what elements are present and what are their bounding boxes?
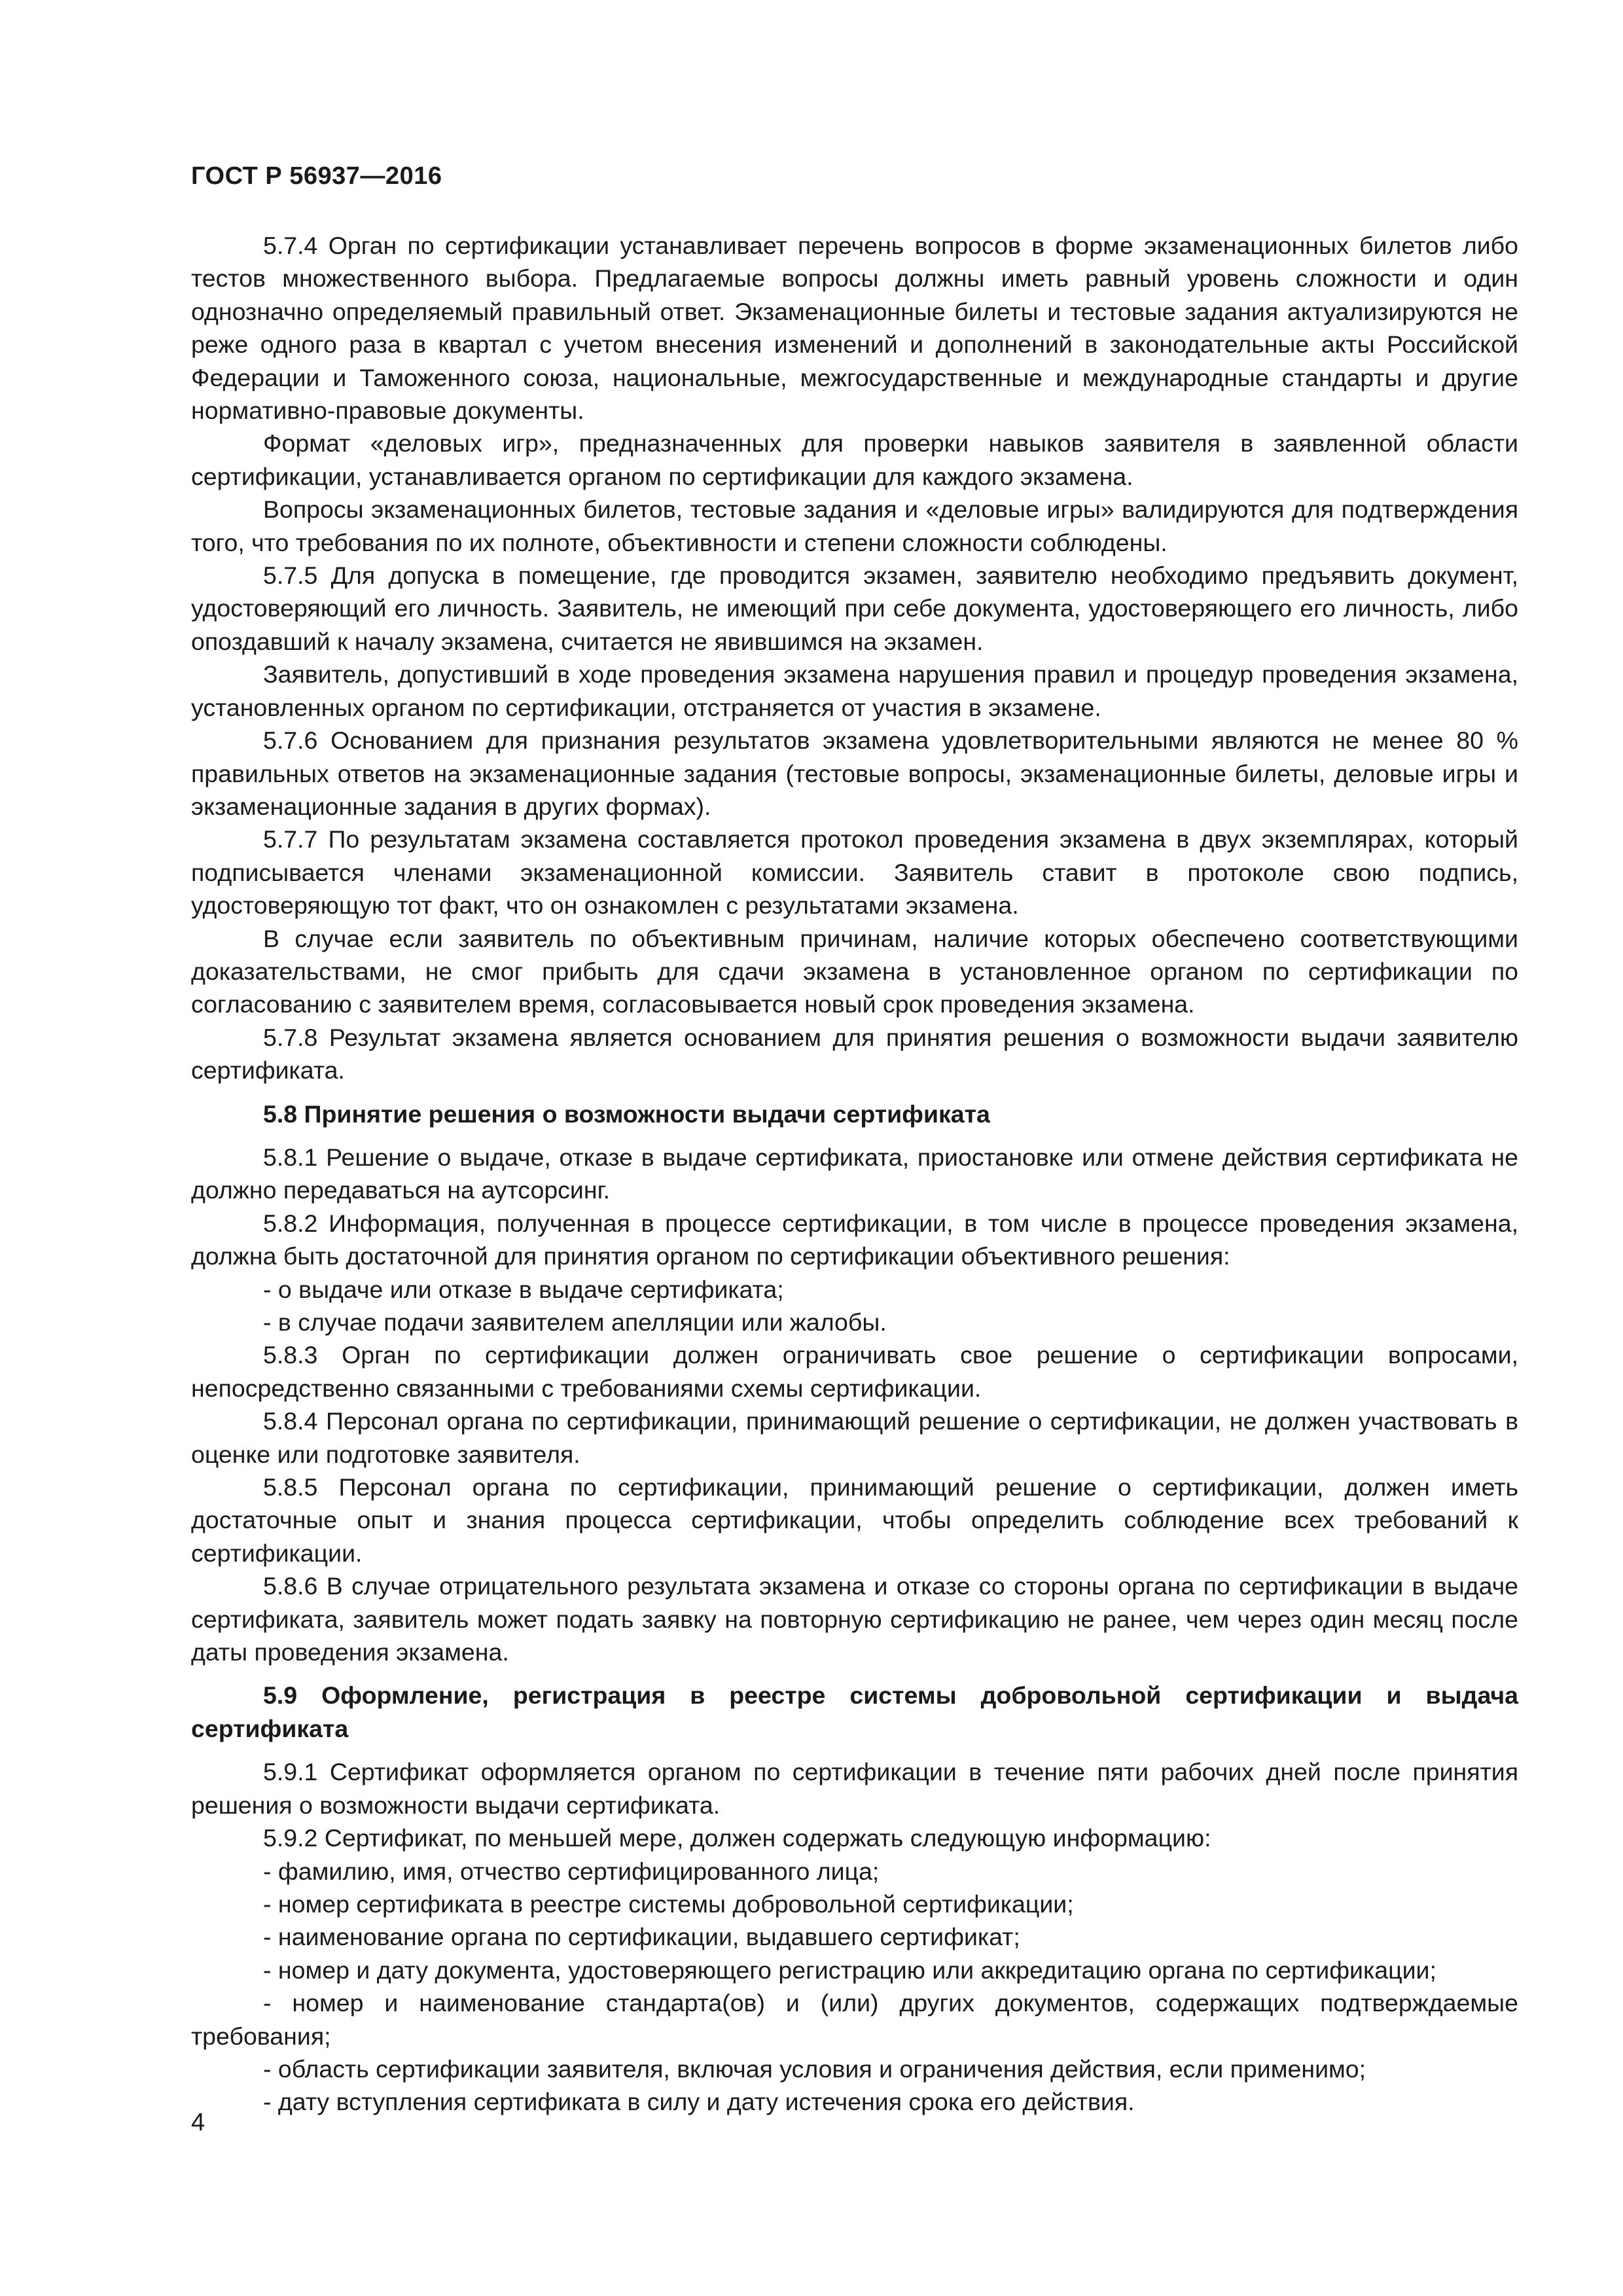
list-item: - область сертификации заявителя, включая условия и ограничения действия, если применимо; xyxy=(263,2054,1366,2083)
list-item: - о выдаче или отказе в выдаче сертификата; xyxy=(263,1275,784,1303)
paragraph-5-7-8: 5.7.8 Результат экзамена является основанием для принятия решения о возможности выдачи заявителю сертификата. xyxy=(191,1023,1518,1085)
paragraph-5-7-7: 5.7.7 По результатам экзамена составляется протокол проведения экзамена в двух экземплярах, который подписывается членами экзаменационной комиссии. Заявитель ставит в протоколе свою подпись, удостоверяющую тот факт, что он ознакомлен с результатами экзамена. xyxy=(191,825,1518,920)
paragraph-5-7-4: 5.7.4 Орган по сертификации устанавливает перечень вопросов в форме экзаменационных билетов либо тестов множественного выбора. Предлагаемые вопросы должны иметь равный уровень сложности и один однозначно определяемый правильный ответ. Экзаменационные билеты и тестовые задания актуализируются не реже одного раза в квартал с учетом внесения изменений и дополнений в законодательные акты Российской Федерации и Таможенного союза, национальные, межгосударственные и международные стандарты и другие нормативно-правовые документы. xyxy=(191,232,1518,425)
document-header: ГОСТ Р 56937—2016 xyxy=(191,162,442,190)
paragraph-5-9-1: 5.9.1 Сертификат оформляется органом по сертификации в течение пяти рабочих дней после принятия решения о возможности выдачи сертификата. xyxy=(191,1758,1518,1819)
paragraph-5-9-2: 5.9.2 Сертификат, по меньшей мере, должен содержать следующую информацию: xyxy=(263,1824,1211,1852)
paragraph-5-8-1: 5.8.1 Решение о выдаче, отказе в выдаче сертификата, приостановке или отмене действия сертификата не должно передаваться на аутсорсинг. xyxy=(191,1143,1518,1204)
paragraph-objective-reasons: В случае если заявитель по объективным причинам, наличие которых обеспечено соответствующими доказательствами, не смог прибыть для сдачи экзамена в установленное органом по сертификации по согласованию с заявителем время, согласовывается новый срок проведения экзамена. xyxy=(191,924,1518,1018)
list-item: - наименование органа по сертификации, выдавшего сертификат; xyxy=(263,1923,1020,1951)
section-heading-5-9: 5.9 Оформление, регистрация в реестре системы добровольной сертификации и выдача сертификата xyxy=(191,1681,1518,1742)
paragraph-5-7-6: 5.7.6 Основанием для признания результатов экзамена удовлетворительными являются не менее 80 % правильных ответов на экзаменационные задания (тестовые вопросы, экзаменационные билеты, деловые игры и экзаменационные задания в других формах). xyxy=(191,726,1518,820)
list-item: - фамилию, имя, отчество сертифицированного лица; xyxy=(263,1857,880,1885)
paragraph-5-7-5: 5.7.5 Для допуска в помещение, где проводится экзамен, заявителю необходимо предъявить документ, удостоверяющий его личность. Заявитель, не имеющий при себе документа, удостоверяющего его личность, либо опоздавший к началу экзамена, считается не явившимся на экзамен. xyxy=(191,562,1518,655)
list-item: - дату вступления сертификата в силу и дату истечения срока его действия. xyxy=(263,2088,1135,2116)
paragraph-5-8-2: 5.8.2 Информация, полученная в процессе сертификации, в том числе в процессе проведения экзамена, должна быть достаточной для принятия органом по сертификации объективного решения: xyxy=(191,1209,1518,1270)
paragraph-business-games-format: Формат «деловых игр», предназначенных для проверки навыков заявителя в заявленной области сертификации, устанавливается органом по сертификации для каждого экзамена. xyxy=(191,429,1518,490)
document-body xyxy=(191,229,1518,2119)
list-item: - номер сертификата в реестре системы добровольной сертификации; xyxy=(263,1890,1074,1918)
page-number: 4 xyxy=(191,2109,205,2136)
paragraph-5-8-6: 5.8.6 В случае отрицательного результата экзамена и отказе со стороны органа по сертификации в выдаче сертификата, заявитель может подать заявку на повторную сертификацию не ранее, чем через один месяц после даты проведения экзамена. xyxy=(191,1572,1518,1666)
paragraph-5-8-5: 5.8.5 Персонал органа по сертификации, принимающий решение о сертификации, должен иметь достаточные опыт и знания процесса сертификации, чтобы определить соблюдение всех требований к сертификации. xyxy=(191,1473,1518,1567)
list-item: - номер и дату документа, удостоверяющего регистрацию или аккредитацию органа по сертификации; xyxy=(263,1956,1436,1984)
paragraph-questions-validation: Вопросы экзаменационных билетов, тестовые задания и «деловые игры» валидируются для подтверждения того, что требования по их полноте, объективности и степени сложности соблюдены. xyxy=(191,495,1518,556)
paragraph-applicant-violation: Заявитель, допустивший в ходе проведения экзамена нарушения правил и процедур проведения экзамена, установленных органом по сертификации, отстраняется от участия в экзамене. xyxy=(191,660,1518,721)
section-heading-5-8: 5.8 Принятие решения о возможности выдачи сертификата xyxy=(263,1100,990,1128)
list-item: - номер и наименование стандарта(ов) и (или) других документов, содержащих подтверждаемые требования; xyxy=(191,1989,1518,2050)
paragraph-5-8-4: 5.8.4 Персонал органа по сертификации, принимающий решение о сертификации, не должен участвовать в оценке или подготовке заявителя. xyxy=(191,1407,1518,1468)
paragraph-5-8-3: 5.8.3 Орган по сертификации должен ограничивать свое решение о сертификации вопросами, непосредственно связанными с требованиями схемы сертификации. xyxy=(191,1341,1518,1402)
list-item: - в случае подачи заявителем апелляции или жалобы. xyxy=(263,1308,887,1336)
